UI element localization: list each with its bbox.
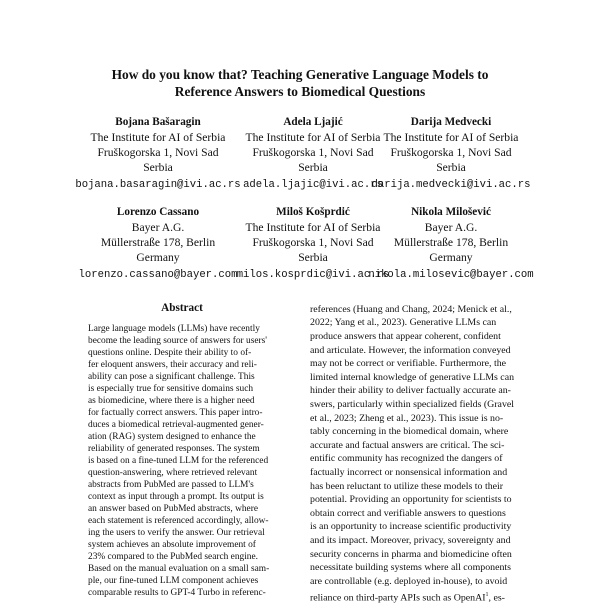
author-affiliation-line: Fruškogorska 1, Novi Sad — [252, 146, 374, 159]
abstract-line: as biomedicine, where there is a higher need — [88, 396, 255, 406]
author-affiliation-line: Müllerstraße 178, Berlin — [393, 236, 509, 249]
author-affiliation-line: Serbia — [298, 161, 328, 174]
abstract-line: 23% compared to the PubMed search engine. — [88, 552, 258, 562]
abstract-line: fer eloquent answers, their accuracy and reli- — [88, 360, 257, 370]
author-affiliation-line: Fruškogorska 1, Novi Sad — [97, 146, 219, 159]
abstract-line: ing the users to verify the answer. Our retrieval — [88, 528, 265, 538]
body-line: produce answers that appear coherent, confident — [310, 331, 501, 342]
author-email: darija.medvecki@ivi.ac.rs — [371, 179, 531, 191]
body-line: tably concerning in the biomedical domain, where — [310, 426, 509, 437]
author-email: bojana.basaragin@ivi.ac.rs — [75, 179, 241, 191]
author-affiliation-line: The Institute for AI of Serbia — [90, 131, 226, 144]
body-line: is an opportunity to increase scientific productivity — [310, 521, 512, 532]
body-line: accurate and factual answers are critical. The sci- — [310, 440, 505, 451]
abstract-line: ation (RAG) system designed to enhance the — [88, 432, 256, 442]
abstract-line: for factually correct answers. This paper intro- — [88, 408, 263, 418]
body-line-suffix: , es- — [488, 592, 505, 604]
body-line: has been reluctant to utilize these models to their — [310, 481, 504, 492]
body-line: references (Huang and Chang, 2024; Menick et al., — [310, 304, 512, 315]
paper-title-line-1: How do you know that? Teaching Generative Language Models to — [111, 67, 489, 82]
author-name: Adela Ljajić — [283, 116, 343, 128]
author-affiliation-line: The Institute for AI of Serbia — [383, 131, 519, 144]
author-name: Bojana Bašaragin — [115, 116, 201, 128]
abstract-line: context as input through a prompt. Its output is — [88, 492, 264, 502]
abstract-line: system achieves an absolute improvement of — [88, 540, 256, 550]
author-affiliation-line: Fruškogorska 1, Novi Sad — [390, 146, 512, 159]
author-email: nikola.milosevic@bayer.com — [368, 269, 534, 281]
author-name: Nikola Milošević — [411, 206, 491, 218]
abstract-heading: Abstract — [161, 302, 203, 314]
abstract-line: Large language models (LLMs) have recently — [88, 324, 260, 334]
abstract-line: is based on a fine-tuned LLM for the referenced — [88, 456, 269, 466]
author-affiliation-line: Serbia — [143, 161, 173, 174]
author-affiliation-line: Müllerstraße 178, Berlin — [100, 236, 216, 249]
author-email: adela.ljajic@ivi.ac.rs — [243, 179, 383, 191]
author-name: Darija Medvecki — [410, 116, 492, 128]
body-line: and articulate. However, the information conveyed — [310, 345, 511, 356]
body-line: entific community has recognized the dangers of — [310, 453, 503, 464]
abstract-line: an answer based on PubMed abstracts, where — [88, 504, 258, 514]
author-affiliation-line: Serbia — [436, 161, 466, 174]
author-affiliation-line: Bayer A.G. — [131, 221, 185, 234]
abstract-line: reliability of generated responses. The system — [88, 444, 260, 454]
abstract-line: comparable results to GPT-4 Turbo in referenc- — [88, 588, 266, 598]
body-line: et al., 2023; Zheng et al., 2023). This issue is no- — [310, 413, 504, 424]
abstract-line: become the leading source of answers for users' — [88, 336, 267, 346]
author-email: lorenzo.cassano@bayer.com — [78, 269, 238, 281]
author-affiliation-line: The Institute for AI of Serbia — [245, 131, 381, 144]
body-line: 2022; Yang et al., 2023). Generative LLMs can — [310, 317, 497, 328]
body-line: security concerns in pharma and biomedicine often — [310, 549, 512, 560]
body-line: limited internal knowledge of generative LLMs can — [310, 372, 515, 383]
abstract-line: abstracts from PubMed are passed to LLM's — [88, 480, 254, 490]
author-block — [366, 115, 536, 193]
body-line: obtain correct and verifiable answers to questions — [310, 508, 506, 519]
author-affiliation-line: Bayer A.G. — [424, 221, 478, 234]
author-name: Miloš Košprdić — [276, 206, 350, 218]
footnote-marker[interactable]: 1 — [485, 592, 489, 598]
paper-title-line-2: Reference Answers to Biomedical Questions — [174, 84, 426, 99]
body-line: are controllable (e.g. deployed in-house), to avoid — [310, 576, 508, 587]
abstract-line: question-answering, where retrieved relevant — [88, 468, 258, 478]
author-affiliation-line: Germany — [136, 251, 180, 264]
abstract-line: duces a biomedical retrieval-augmented gener- — [88, 420, 264, 430]
author-affiliation-line: Germany — [429, 251, 473, 264]
author-affiliation-line: The Institute for AI of Serbia — [245, 221, 381, 234]
author-affiliation-line: Serbia — [298, 251, 328, 264]
abstract-line: each statement is referenced accordingly, allow- — [88, 516, 269, 526]
author-block — [73, 205, 243, 283]
body-line: may not be correct or verifiable. Furthermore, the — [310, 358, 507, 369]
abstract-line: Based on the manual evaluation on a small sam- — [88, 564, 270, 574]
author-affiliation-line: Fruškogorska 1, Novi Sad — [252, 236, 374, 249]
author-block — [366, 205, 536, 283]
abstract-line: ple, our fine-tuned LLM component achieves — [88, 576, 259, 586]
author-name: Lorenzo Cassano — [116, 206, 200, 218]
body-line-text: reliance on third-party APIs such as OpenAI — [310, 592, 486, 604]
author-block — [73, 115, 243, 193]
abstract-line: questions online. Despite their ability to of- — [88, 348, 252, 358]
body-line-last — [310, 589, 505, 604]
abstract-line: is especially true for sensitive domains such — [88, 384, 254, 394]
abstract-line: ability can pose a significant challenge. This — [88, 372, 255, 382]
body-line: and its impact. Moreover, privacy, sovereignty and — [310, 535, 511, 546]
body-line: swers, particularly within specialized fields (Gravel — [310, 399, 515, 410]
body-line: factually incorrect or nonsensical information and — [310, 467, 508, 478]
body-line: potential. Providing an opportunity for scientists to — [310, 494, 512, 505]
author-email: milos.kosprdic@ivi.ac.rs — [236, 269, 390, 281]
body-line: hinder their ability to deliver factually accurate an- — [310, 385, 511, 396]
body-line: necessitate building systems where all components — [310, 562, 512, 573]
